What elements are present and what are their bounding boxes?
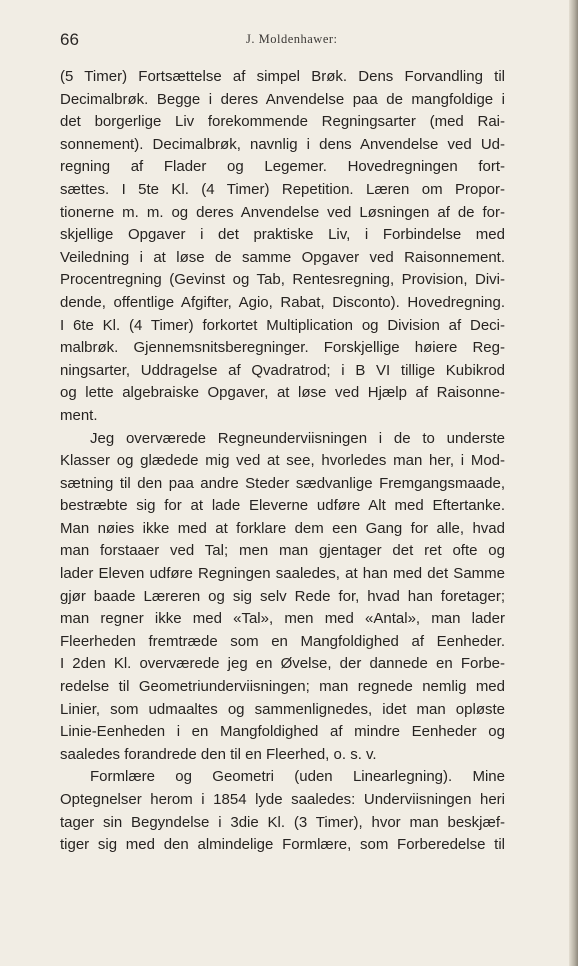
text-line: ningsarter, Uddragelse af Qvadratrod; i B VI tillige Kubikrod [60, 361, 505, 379]
text-line: Man nøies ikke med at forklare dem een Gang for alle, hvad [60, 519, 505, 537]
text-line: tiger sig med den almindelige Formlære, som Forberedelse til [60, 836, 505, 854]
text-line: skjellige Opgaver i det praktiske Liv, i Forbindelse med [60, 226, 505, 244]
text-line: sonnement). Decimalbrøk, navnlig i dens Anvendelse ved Ud- [60, 135, 505, 153]
text-line: gjør baade Læreren og sig selv Rede for, hvad han foretager; [60, 587, 505, 605]
paragraph-start-line: Jeg overværede Regneunderviisningen i de to underste [90, 429, 505, 447]
body-text [60, 66, 505, 857]
page-number: 66 [60, 30, 79, 49]
text-line: og lette algebraiske Opgaver, at løse ved Hjælp af Raisonne- [60, 384, 505, 402]
page-edge [569, 0, 578, 966]
text-line: regning af Flader og Legemer. Hovedregningen fort- [60, 158, 505, 176]
page-header [60, 30, 508, 54]
paragraph-end-line: ment. [60, 406, 98, 424]
text-line: det borgerlige Liv forekommende Regningsarter (med Rai- [60, 113, 505, 131]
text-line: man forstaaer ved Tal; men man gjentager det ret ofte og [60, 542, 505, 560]
running-head: J. Moldenhawer: [246, 32, 338, 46]
text-line: redelse til Geometriunderviisningen; man regnede nemlig med [60, 678, 505, 696]
paragraph-end-line: saaledes forandrede den til en Fleerhed, o. s. v. [60, 745, 377, 763]
text-line: I 2den Kl. overværede jeg en Øvelse, der dannede en Forbe- [60, 655, 505, 673]
text-line: lader Eleven udføre Regningen saaledes, at han med det Samme [60, 565, 505, 583]
paragraph-start-line: Formlære og Geometri (uden Linearlegning). Mine [90, 768, 505, 786]
text-line: tionerne m. m. og deres Anvendelse ved Løsningen af de for- [60, 203, 505, 221]
text-line: Klasser og glædede mig ved at see, hvorledes man her, i Mod- [60, 452, 505, 470]
text-line: (5 Timer) Fortsættelse af simpel Brøk. Dens Forvandling til [60, 68, 505, 85]
text-line: Procentregning (Gevinst og Tab, Rentesregning, Provision, Divi- [60, 271, 505, 289]
text-line: tager sin Begyndelse i 3die Kl. (3 Timer), hvor man beskjæf- [60, 813, 505, 831]
text-line: Optegnelser herom i 1854 lyde saaledes: Underviisningen heri [60, 791, 505, 808]
text-line: Linier, som udmaaltes og sammenlignedes, idet man opløste [60, 700, 505, 718]
text-line: Decimalbrøk. Begge i deres Anvendelse paa de mangfoldige i [60, 90, 505, 108]
text-line: Linie-Eenheden i en Mangfoldighed af mindre Eenheder og [60, 723, 505, 741]
text-line: dende, offentlige Afgifter, Agio, Rabat, Disconto). Hovedregning. [60, 293, 505, 311]
text-line: sættes. I 5te Kl. (4 Timer) Repetition. Læren om Propor- [60, 180, 505, 198]
text-line: malbrøk. Gjennemsnitsberegninger. Forskjellige høiere Reg- [60, 339, 505, 357]
text-line: Veiledning i at løse de samme Opgaver ved Raisonnement. [60, 248, 505, 266]
text-line: I 6te Kl. (4 Timer) forkortet Multiplication og Division af Deci- [60, 316, 505, 334]
text-line: Fleerheden fremtræde som en Mangfoldighed af Eenheder. [60, 632, 505, 650]
text-line: bestræbte sig for at lade Eleverne udføre Alt med Eftertanke. [60, 497, 505, 515]
text-line: sætning til den paa andre Steder sædvanlige Fremgangsmaade, [60, 474, 505, 492]
text-line: man regner ikke med «Tal», men med «Antal», man lader [60, 610, 505, 628]
